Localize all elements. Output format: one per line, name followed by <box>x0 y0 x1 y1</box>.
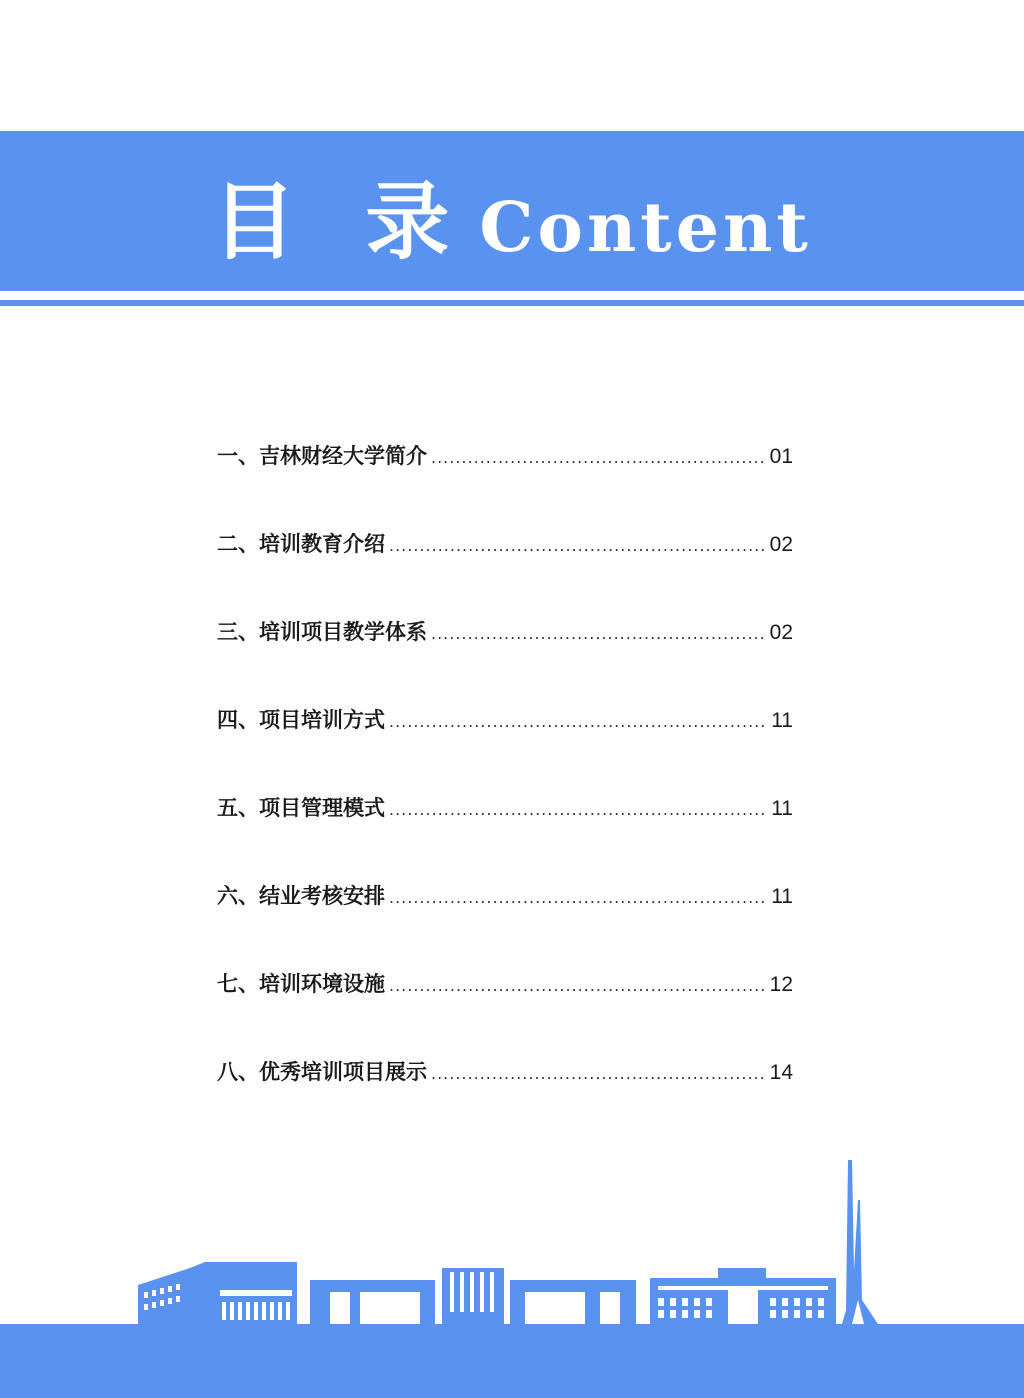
toc-leader-dots <box>431 624 766 643</box>
toc-leader-dots <box>389 800 767 819</box>
toc-leader-dots <box>431 1064 766 1083</box>
toc-entry-label: 三、培训项目教学体系 <box>217 620 427 644</box>
title-banner <box>0 131 1024 291</box>
toc-leader-dots <box>389 712 767 731</box>
toc-entry[interactable] <box>217 528 793 616</box>
toc-entry[interactable] <box>217 616 793 704</box>
toc-entry-label: 八、优秀培训项目展示 <box>217 1060 427 1084</box>
toc-entry-page: 02 <box>769 621 793 644</box>
toc-leader-dots <box>389 536 766 555</box>
toc-leader-dots <box>389 888 767 907</box>
toc-entry-page: 11 <box>771 885 793 908</box>
table-of-contents <box>217 440 793 1144</box>
title-chinese: 目 录 <box>212 171 470 271</box>
toc-entry[interactable] <box>217 1056 793 1144</box>
toc-entry-page: 01 <box>769 445 793 468</box>
toc-entry-page: 02 <box>769 533 793 556</box>
title-english: Content <box>479 187 812 268</box>
toc-entry-label: 四、项目培训方式 <box>217 708 385 732</box>
footer-bar <box>0 1324 1024 1398</box>
toc-entry[interactable] <box>217 792 793 880</box>
toc-entry[interactable] <box>217 968 793 1056</box>
toc-leader-dots <box>389 976 766 995</box>
toc-entry-label: 一、吉林财经大学简介 <box>217 444 427 468</box>
page-title <box>212 155 812 276</box>
banner-divider <box>0 300 1024 306</box>
toc-entry-label: 二、培训教育介绍 <box>217 532 385 556</box>
toc-entry-page: 11 <box>771 709 793 732</box>
toc-leader-dots <box>431 448 766 467</box>
toc-entry[interactable] <box>217 440 793 528</box>
campus-skyline-illustration <box>130 1150 900 1326</box>
toc-entry-page: 12 <box>769 973 793 996</box>
toc-entry-label: 五、项目管理模式 <box>217 796 385 820</box>
toc-entry-page: 14 <box>769 1061 793 1084</box>
toc-entry-label: 六、结业考核安排 <box>217 884 385 908</box>
toc-entry[interactable] <box>217 880 793 968</box>
toc-entry[interactable] <box>217 704 793 792</box>
toc-entry-label: 七、培训环境设施 <box>217 972 385 996</box>
toc-entry-page: 11 <box>771 797 793 820</box>
